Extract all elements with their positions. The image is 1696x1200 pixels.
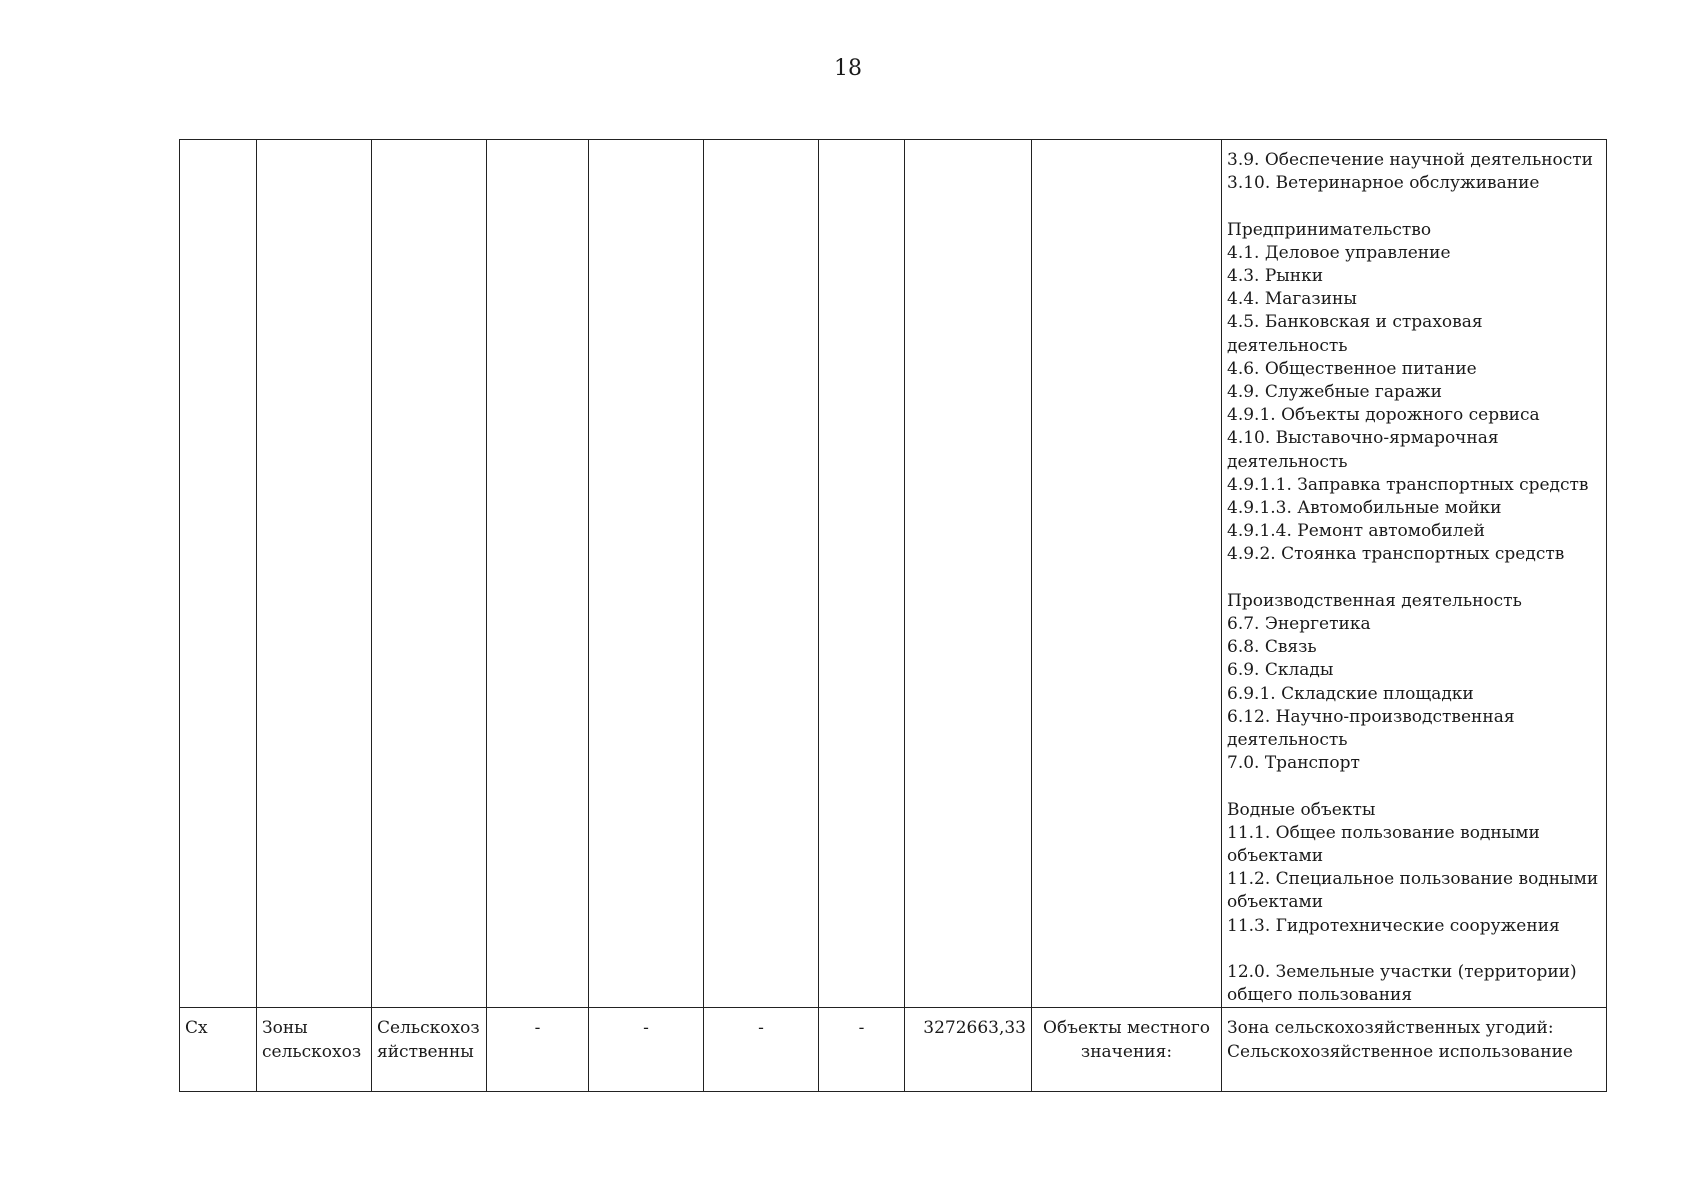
use-item-line: 4.9.1.4. Ремонт автомобилей bbox=[1227, 521, 1485, 542]
use-item-line: объектами bbox=[1227, 892, 1324, 913]
dash-value: - bbox=[534, 1018, 541, 1039]
area-cell bbox=[905, 1008, 1032, 1092]
dash-value: - bbox=[643, 1018, 649, 1039]
use-group bbox=[1227, 149, 1601, 195]
permitted-uses-list bbox=[1227, 149, 1601, 1007]
use-item-line: деятельность bbox=[1227, 451, 1348, 472]
zone-uses-line: Зона сельскохозяйственных угодий: bbox=[1227, 1018, 1554, 1039]
table-cell-empty bbox=[905, 140, 1032, 1008]
dash-cell bbox=[704, 1008, 819, 1092]
table-cell-empty bbox=[487, 140, 589, 1008]
use-item-line: 4.3. Рынки bbox=[1227, 266, 1324, 286]
zone-type-cell bbox=[372, 1008, 487, 1092]
zones-table bbox=[179, 139, 1607, 1092]
use-group bbox=[1227, 961, 1601, 1007]
page-number: 18 bbox=[834, 56, 862, 81]
use-item-line: 4.5. Банковская и страховая деятельность bbox=[1227, 312, 1483, 356]
table-cell-empty bbox=[257, 140, 372, 1008]
use-item-line: 4.1. Деловое управление bbox=[1227, 242, 1451, 263]
use-item-line: 4.9. Служебные гаражи bbox=[1227, 382, 1442, 403]
dash-cell bbox=[487, 1008, 589, 1092]
zone-name-line: сельскохоз bbox=[262, 1041, 362, 1062]
use-group bbox=[1227, 590, 1601, 776]
use-item-line: 11.2. Специальное пользование водными bbox=[1227, 869, 1599, 890]
table-row-sx bbox=[180, 1008, 1607, 1092]
use-item-line: 4.9.1.3. Автомобильные мойки bbox=[1227, 498, 1502, 519]
use-item-line: 11.3. Гидротехнические сооружения bbox=[1227, 915, 1560, 936]
zone-code: Сх bbox=[185, 1018, 208, 1039]
table-cell-empty bbox=[180, 140, 257, 1008]
zone-name-line: Зоны bbox=[262, 1018, 308, 1039]
use-item-line: 3.9. Обеспечение научной деятельности bbox=[1227, 150, 1594, 170]
table-cell-empty bbox=[372, 140, 487, 1008]
dash-value: - bbox=[758, 1018, 764, 1039]
dash-cell bbox=[589, 1008, 704, 1092]
use-item-line: 4.9.1. Объекты дорожного сервиса bbox=[1227, 405, 1540, 426]
zone-type-line: яйственны bbox=[377, 1041, 474, 1062]
table-cell-empty bbox=[819, 140, 905, 1008]
use-item-line: 12.0. Земельные участки (территории) bbox=[1227, 962, 1577, 983]
use-item-line: 6.12. Научно-производственная bbox=[1227, 706, 1515, 727]
use-group bbox=[1227, 799, 1601, 938]
use-item-line: 4.6. Общественное питание bbox=[1227, 358, 1477, 379]
table-cell-empty bbox=[704, 140, 819, 1008]
zone-uses-line: Сельскохозяйственное использование bbox=[1227, 1041, 1573, 1062]
use-item-line: общего пользования bbox=[1227, 985, 1413, 1006]
local-objects-line: Объекты местного bbox=[1043, 1018, 1210, 1039]
use-item-line: 4.9.2. Стоянка транспортных средств bbox=[1227, 544, 1565, 565]
use-item-line: 4.4. Магазины bbox=[1227, 289, 1357, 310]
use-item-line: 4.9.1.1. Заправка транспортных средств bbox=[1227, 474, 1589, 495]
area-value: 3272663,33 bbox=[923, 1018, 1026, 1039]
use-item-line: Предпринимательство bbox=[1227, 219, 1432, 240]
zone-name-cell bbox=[257, 1008, 372, 1092]
use-item-line: 3.10. Ветеринарное обслуживание bbox=[1227, 173, 1540, 194]
zone-uses-cell bbox=[1222, 1008, 1607, 1092]
use-group bbox=[1227, 219, 1601, 567]
dash-cell bbox=[819, 1008, 905, 1092]
table-row-continuation bbox=[180, 140, 1607, 1008]
permitted-uses-cell bbox=[1222, 140, 1607, 1008]
local-objects-cell bbox=[1032, 1008, 1222, 1092]
use-item-line: Производственная деятельность bbox=[1227, 590, 1522, 611]
dash-value: - bbox=[858, 1018, 865, 1039]
use-item-line: Водные объекты bbox=[1227, 799, 1376, 820]
use-item-line: деятельность bbox=[1227, 730, 1348, 751]
use-item-line: 4.10. Выставочно-ярмарочная bbox=[1227, 428, 1499, 449]
use-item-line: 6.9. Склады bbox=[1227, 660, 1334, 681]
local-objects-line: значения: bbox=[1080, 1041, 1173, 1062]
use-item-line: 11.1. Общее пользование водными bbox=[1227, 822, 1540, 843]
zone-code-cell bbox=[180, 1008, 257, 1092]
use-item-line: 7.0. Транспорт bbox=[1227, 753, 1360, 774]
table-cell-empty bbox=[589, 140, 704, 1008]
use-item-line: 6.9.1. Складские площадки bbox=[1227, 683, 1474, 704]
zone-type-line: Сельскохоз bbox=[377, 1018, 480, 1039]
use-item-line: 6.7. Энергетика bbox=[1227, 614, 1371, 635]
use-item-line: объектами bbox=[1227, 846, 1324, 867]
use-item-line: 6.8. Связь bbox=[1227, 637, 1317, 658]
table-cell-empty bbox=[1032, 140, 1222, 1008]
